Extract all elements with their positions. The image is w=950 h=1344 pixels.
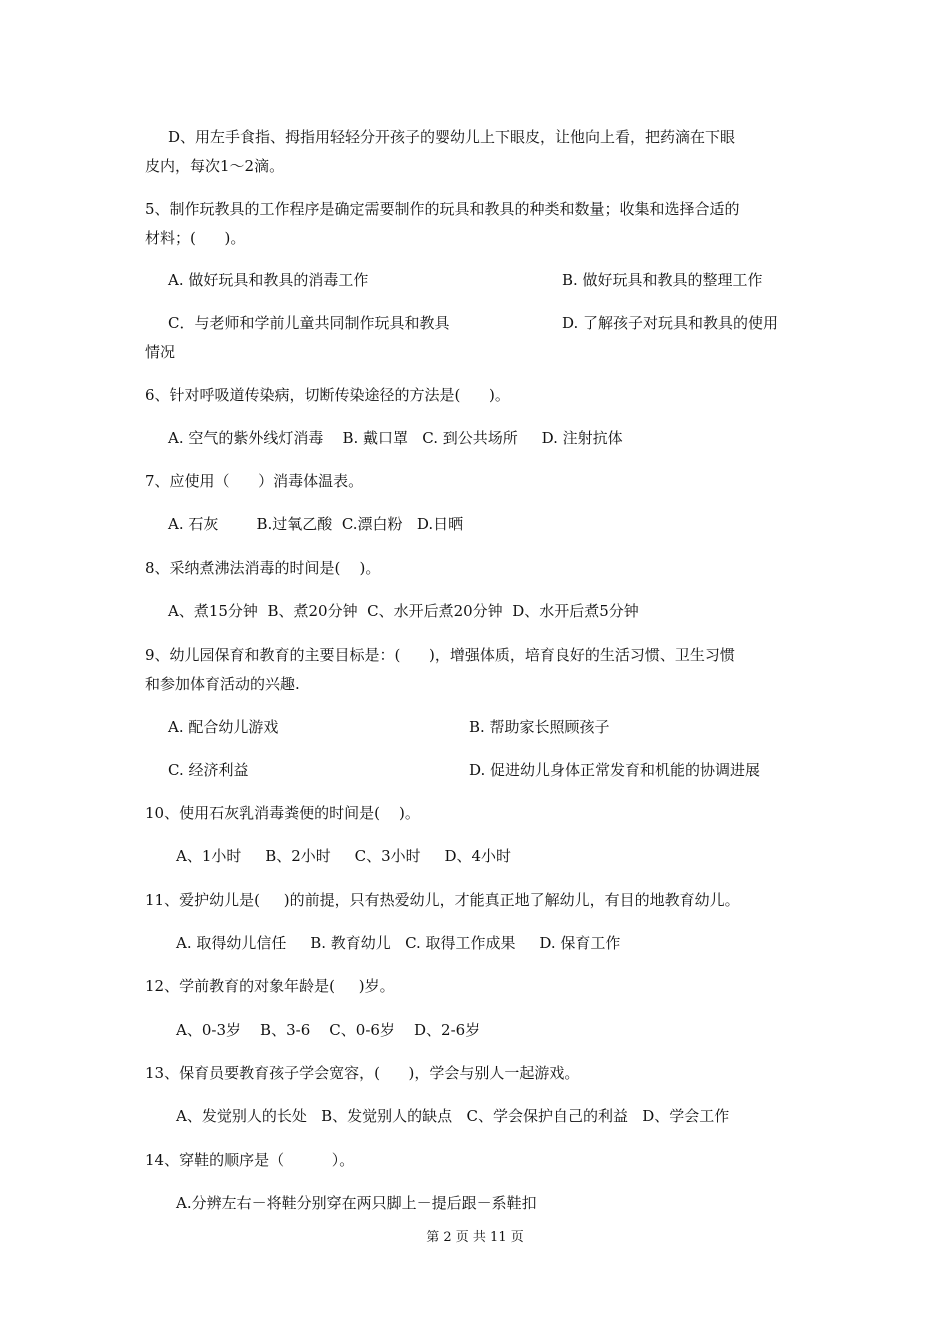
q5-option-c: C．与老师和学前儿童共同制作玩具和教具 [168, 314, 450, 332]
q6-options: A. 空气的紫外线灯消毒 B. 戴口罩 C. 到公共场所 D. 注射抗体 [168, 429, 623, 447]
q10-stem: 10、使用石灰乳消毒粪便的时间是( )。 [145, 804, 420, 822]
q14-option-a: A.分辨左右－将鞋分别穿在两只脚上－提后跟－系鞋扣 [176, 1194, 537, 1212]
q4-option-d-line1: D、用左手食指、拇指用轻轻分开孩子的婴幼儿上下眼皮，让他向上看，把药滴在下眼 [168, 128, 736, 146]
q9-stem-line1: 9、幼儿园保育和教育的主要目标是：( )，增强体质，培育良好的生活习惯、卫生习惯 [145, 646, 735, 664]
q8-options: A、煮15分钟 B、煮20分钟 C、水开后煮20分钟 D、水开后煮5分钟 [168, 602, 639, 620]
q5-stem-line2: 材料；( )。 [145, 229, 246, 247]
q9-option-d: D. 促进幼儿身体正常发育和机能的协调进展 [469, 761, 761, 779]
q5-option-b: B. 做好玩具和教具的整理工作 [562, 271, 763, 289]
q6-stem: 6、针对呼吸道传染病，切断传染途径的方法是( )。 [145, 386, 510, 404]
q14-stem: 14、穿鞋的顺序是（ ）。 [145, 1151, 355, 1169]
q12-options: A、0-3岁 B、3-6 C、0-6岁 D、2-6岁 [176, 1021, 481, 1039]
q9-option-a: A. 配合幼儿游戏 [168, 718, 279, 736]
q5-option-a: A. 做好玩具和教具的消毒工作 [168, 271, 369, 289]
q7-options: A. 石灰 B.过氧乙酸 C.漂白粉 D.日晒 [168, 515, 464, 533]
q9-option-c: C. 经济利益 [168, 761, 249, 779]
q12-stem: 12、学前教育的对象年龄是( )岁。 [145, 977, 395, 995]
q5-stem-line1: 5、制作玩教具的工作程序是确定需要制作的玩具和教具的种类和数量；收集和选择合适的 [145, 200, 740, 218]
q5-option-d-line1: D. 了解孩子对玩具和教具的使用 [562, 314, 779, 332]
q9-stem-line2: 和参加体育活动的兴趣. [145, 675, 300, 693]
q11-options: A. 取得幼儿信任 B. 教育幼儿 C. 取得工作成果 D. 保育工作 [176, 934, 621, 952]
q5-option-d-line2: 情况 [145, 343, 176, 361]
q11-stem: 11、爱护幼儿是( )的前提，只有热爱幼儿，才能真正地了解幼儿，有目的地教育幼儿。 [145, 891, 740, 909]
q9-option-b: B. 帮助家长照顾孩子 [469, 718, 610, 736]
page-footer: 第 2 页 共 11 页 [426, 1230, 524, 1245]
q8-stem: 8、采纳煮沸法消毒的时间是( )。 [145, 559, 381, 577]
q13-stem: 13、保育员要教育孩子学会宽容，( )，学会与别人一起游戏。 [145, 1064, 580, 1082]
q4-option-d-line2: 皮内，每次1～2滴。 [145, 157, 285, 175]
q13-options: A、发觉别人的长处 B、发觉别人的缺点 C、学会保护自己的利益 D、学会工作 [176, 1107, 730, 1125]
q10-options: A、1小时 B、2小时 C、3小时 D、4小时 [176, 847, 512, 865]
q7-stem: 7、应使用（ ）消毒体温表。 [145, 472, 364, 490]
